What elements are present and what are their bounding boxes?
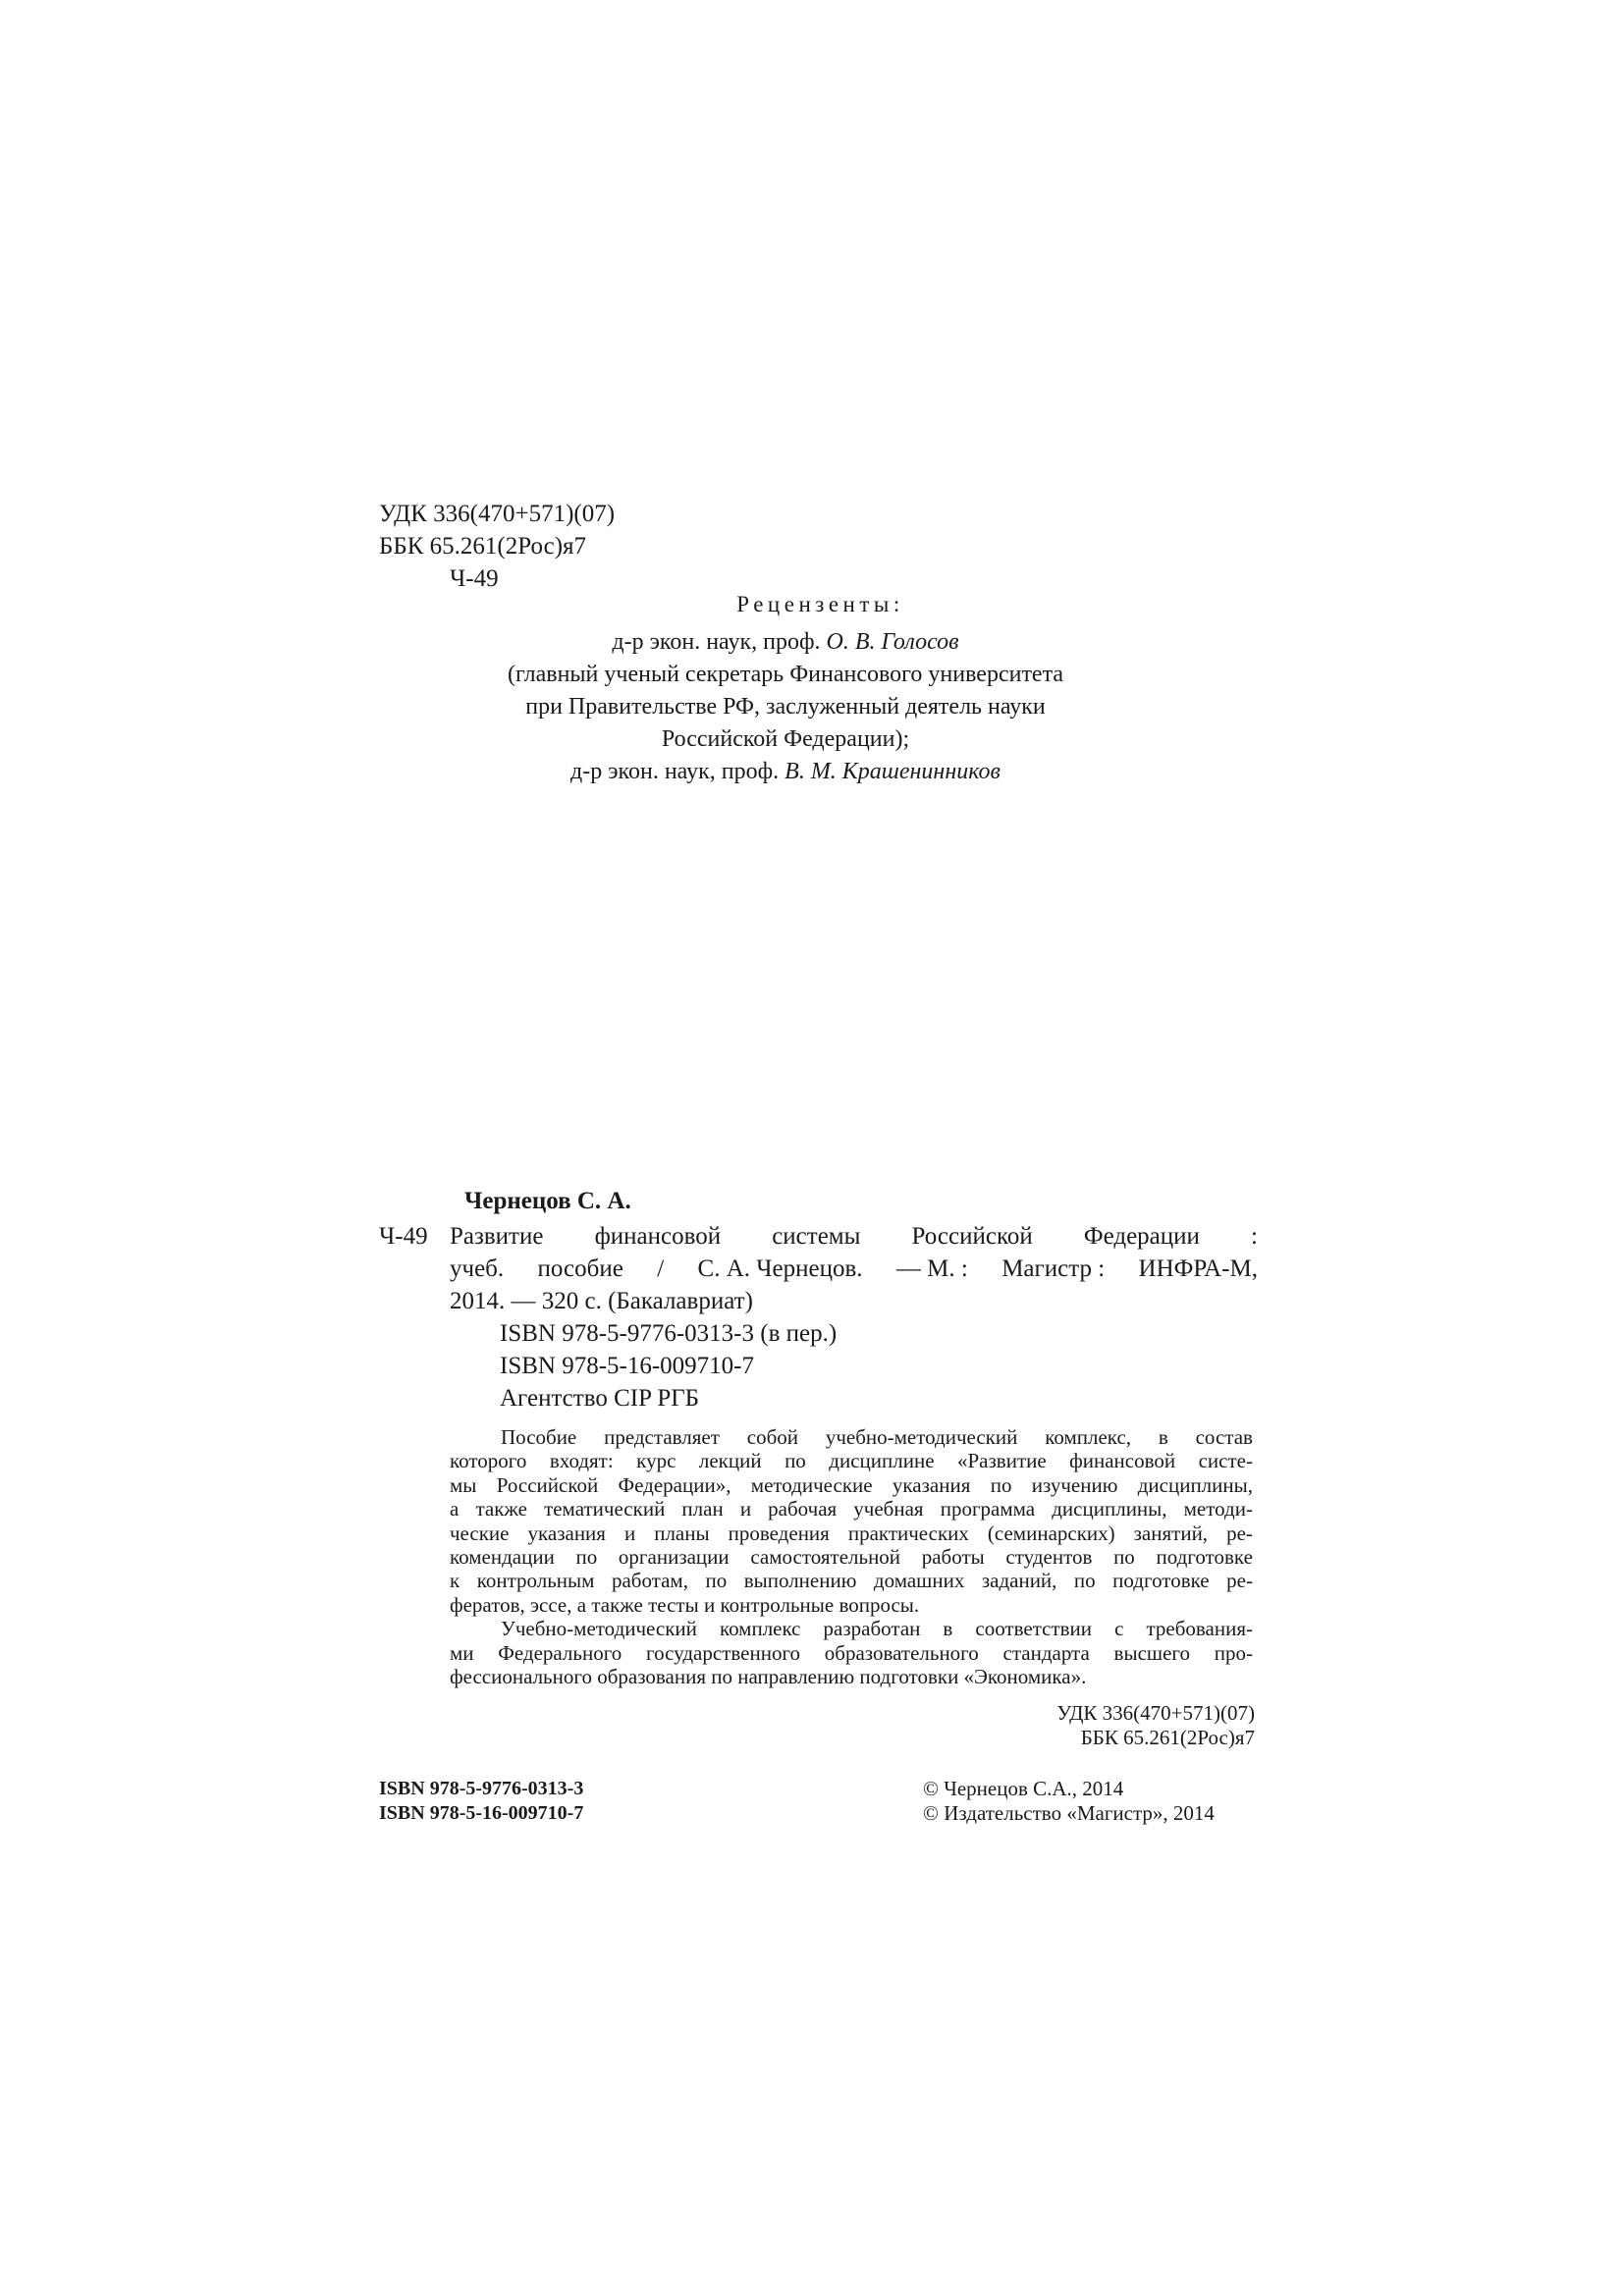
abstract-word: про- (1214, 1640, 1253, 1665)
abstract-word: ми (450, 1640, 474, 1665)
abstract-word: по (1073, 1569, 1096, 1593)
abstract-word: собой (746, 1425, 798, 1449)
abstract-word: подготовке (1112, 1569, 1210, 1593)
abstract-word: планы (654, 1521, 710, 1545)
abstract-word: изучению (1031, 1472, 1118, 1497)
abstract-line (450, 1665, 1253, 1688)
author-sign: Ч-49 (450, 565, 499, 592)
abstract-word: по (784, 1449, 806, 1473)
abstract-word: заданий, (981, 1569, 1057, 1593)
abstract-word: Федерации», (618, 1472, 731, 1497)
abstract-word: учебная (853, 1497, 924, 1522)
abstract-line (450, 1641, 1253, 1665)
abstract-word: и (623, 1521, 636, 1545)
abstract-word: стандарта (1002, 1640, 1090, 1665)
copyright-publisher: © Издательство «Магистр», 2014 (923, 1801, 1215, 1825)
bib-word: 2014. — 320 с. (Бакалавриат) (450, 1288, 753, 1314)
bib-word: Российской (911, 1223, 1033, 1250)
author-name: Чернецов С. А. (464, 1188, 631, 1214)
abstract-word: лекций (698, 1449, 762, 1473)
abstract-word: соответствии (975, 1617, 1093, 1641)
abstract-word: а (450, 1497, 460, 1522)
abstract-line (450, 1545, 1253, 1569)
reviewer-1 (393, 626, 1178, 659)
abstract-word: программа (940, 1497, 1036, 1522)
copyright-author: © Чернецов С.А., 2014 (923, 1777, 1124, 1800)
reviewer-2-name: В. М. Крашенинников (784, 759, 1001, 784)
reviewer-1-desc-line: (главный ученый секретарь Финансового университета (507, 662, 1064, 687)
abstract-word: по (575, 1545, 598, 1570)
reviewers-block (393, 626, 1178, 788)
abstract-word: выполнению (743, 1569, 857, 1593)
abstract-word: высшего (1113, 1640, 1190, 1665)
bib-word: ИНФРА-М, (1138, 1255, 1258, 1282)
abstract-word: проведения (728, 1521, 830, 1545)
abstract-word: по (990, 1472, 1012, 1497)
abstract-line (450, 1593, 1253, 1617)
bib-word: Федерации (1083, 1223, 1200, 1250)
footer-udk: УДК 336(470+571)(07) (1056, 1701, 1255, 1725)
abstract-line (450, 1473, 1253, 1497)
reviewer-1-name: О. В. Голосов (826, 629, 959, 655)
abstract-word: работам, (611, 1569, 688, 1593)
bib-author-sign: Ч-49 (379, 1223, 428, 1250)
bib-line (450, 1253, 1258, 1285)
abstract-word: Учебно-методический (501, 1617, 697, 1641)
abstract-word: «Развитие (957, 1449, 1047, 1473)
abstract-word: Федерального (498, 1640, 622, 1665)
bib-word: финансовой (594, 1223, 722, 1250)
abstract-word: методи- (1183, 1497, 1253, 1522)
abstract-word: Пособие (501, 1425, 577, 1449)
bib-line (450, 1285, 1258, 1317)
abstract-word: ре- (1226, 1569, 1253, 1593)
abstract-word: по (705, 1569, 728, 1593)
bib-word: Развитие (450, 1223, 544, 1250)
abstract-word: контрольным (476, 1569, 595, 1593)
abstract-word: комендации (450, 1545, 555, 1570)
abstract-word: финансовой (1069, 1449, 1176, 1473)
abstract-word: указания (527, 1521, 606, 1545)
reviewer-1-desc-line: при Правительстве РФ, заслуженный деятель науки (525, 694, 1046, 720)
abstract-word: план (681, 1497, 724, 1522)
abstract-line (450, 1569, 1253, 1592)
abstract-word: входят: (549, 1449, 614, 1473)
isbn-1: ISBN 978-5-9776-0313-3 (в пер.) (500, 1320, 838, 1347)
abstract-word: комплекс (719, 1617, 801, 1641)
isbn-block (500, 1317, 837, 1415)
bib-word: пособие (537, 1255, 623, 1282)
abstract-word: мы (450, 1472, 477, 1497)
abstract-word: образовательного (824, 1640, 979, 1665)
bib-word: — М. : (895, 1255, 968, 1282)
abstract-word: также (475, 1497, 527, 1522)
abstract-line (450, 1425, 1253, 1449)
classification-footer (1056, 1701, 1255, 1750)
footer-isbn-2: ISBN 978-5-16-009710-7 (379, 1802, 584, 1824)
abstract-word: подготовке (1156, 1545, 1253, 1570)
reviewer-1-desc-line: Российской Федерации); (661, 726, 910, 752)
abstract-word: разработан (823, 1617, 921, 1641)
isbn-footer (379, 1777, 583, 1826)
abstract-word: ре- (1226, 1521, 1253, 1545)
abstract-word: учебно-методический (825, 1425, 1018, 1449)
abstract-word: методические (750, 1472, 873, 1497)
abstract-word: практических (847, 1521, 969, 1545)
abstract-word: тематический (544, 1497, 666, 1522)
abstract-line (450, 1522, 1253, 1545)
abstract-word: самостоятельной (750, 1545, 901, 1570)
abstract-word: комплекс, (1045, 1425, 1132, 1449)
reviewer-2 (393, 756, 1178, 788)
abstract-word: фессионального образования по направлению подготовки «Экономика». (450, 1665, 1087, 1689)
abstract-word: организации (618, 1545, 730, 1570)
abstract-line (450, 1617, 1253, 1640)
abstract-word: студентов (1005, 1545, 1093, 1570)
abstract-word: дисциплины, (1137, 1472, 1253, 1497)
bib-line (450, 1220, 1258, 1253)
reviewers-heading: Рецензенты: (736, 592, 904, 616)
abstract-word: занятий, (1133, 1521, 1209, 1545)
abstract (450, 1425, 1253, 1688)
reviewer-2-degree: д-р экон. наук, проф. (570, 759, 785, 784)
bib-word: : (1251, 1223, 1258, 1250)
bib-word: системы (772, 1223, 861, 1250)
abstract-word: курс (636, 1449, 676, 1473)
isbn-2: ISBN 978-5-16-009710-7 (500, 1353, 755, 1379)
abstract-word: ческие (450, 1521, 510, 1545)
abstract-line (450, 1449, 1253, 1472)
bib-word: С. А. Чернецов. (697, 1255, 863, 1282)
abstract-word: государственного (646, 1640, 801, 1665)
udk-code: УДК 336(470+571)(07) (379, 501, 616, 527)
bib-word: / (657, 1255, 665, 1282)
bibliographic-description (450, 1220, 1258, 1317)
cip-agency: Агентство CIP РГБ (500, 1385, 700, 1412)
abstract-word: домашних (873, 1569, 965, 1593)
bib-word: учеб. (450, 1255, 505, 1282)
abstract-word: систе- (1198, 1449, 1253, 1473)
abstract-word: по (1113, 1545, 1135, 1570)
abstract-word: в (1158, 1425, 1168, 1449)
abstract-word: состав (1195, 1425, 1253, 1449)
abstract-line (450, 1497, 1253, 1521)
copyright-block (923, 1777, 1215, 1826)
abstract-word: с (1114, 1617, 1124, 1641)
abstract-word: к (450, 1569, 460, 1593)
abstract-word: требования- (1146, 1617, 1253, 1641)
abstract-word: Российской (496, 1472, 599, 1497)
abstract-word: в (943, 1617, 953, 1641)
bbk-code: ББК 65.261(2Рос)я7 (379, 533, 587, 560)
abstract-word: представляет (604, 1425, 720, 1449)
footer-bbk: ББК 65.261(2Рос)я7 (1080, 1726, 1255, 1749)
footer-isbn-1: ISBN 978-5-9776-0313-3 (379, 1778, 584, 1799)
abstract-word: фератов, эссе, а также тесты и контрольные вопросы. (450, 1592, 920, 1617)
abstract-word: работы (921, 1545, 985, 1570)
abstract-word: дисциплине (829, 1449, 935, 1473)
abstract-word: указания (892, 1472, 971, 1497)
abstract-word: рабочая (768, 1497, 838, 1522)
abstract-word: и (739, 1497, 752, 1522)
abstract-word: которого (450, 1449, 527, 1473)
bib-word: Магистр : (1001, 1255, 1106, 1282)
abstract-word: дисциплины, (1052, 1497, 1167, 1522)
abstract-word: (семинарских) (987, 1521, 1115, 1545)
reviewer-1-degree: д-р экон. наук, проф. (612, 629, 827, 655)
